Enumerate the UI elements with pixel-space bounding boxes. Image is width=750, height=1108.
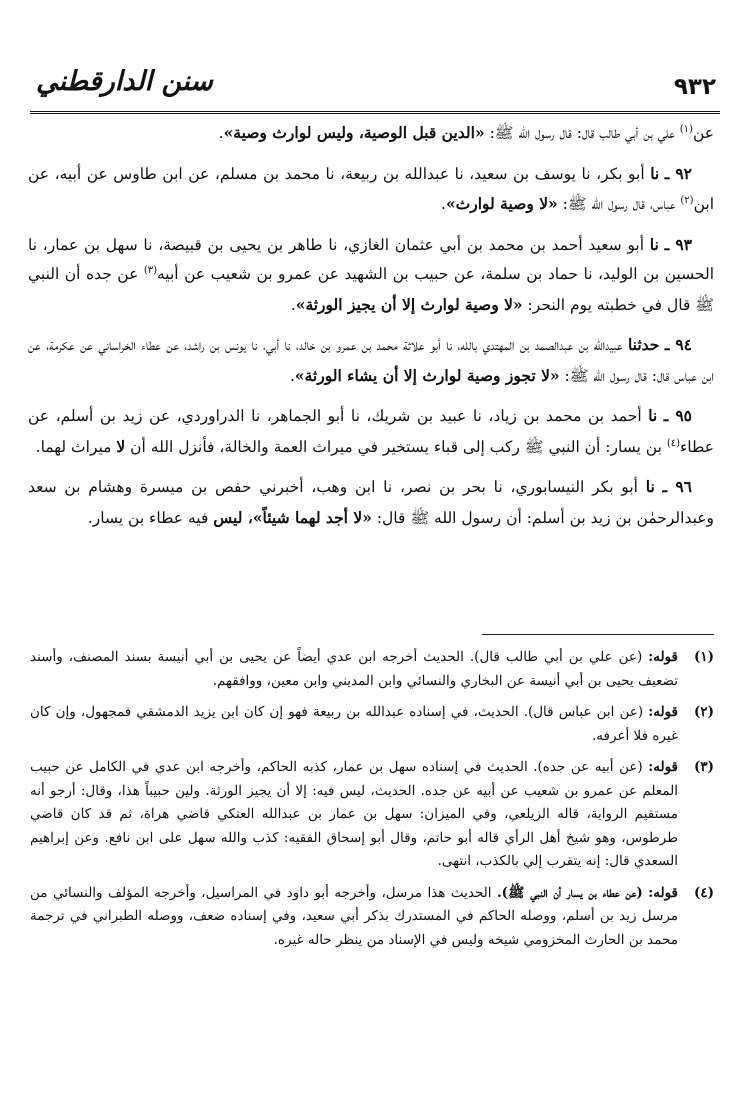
hadith-text-end: فيه عطاء بن يسار. bbox=[87, 508, 214, 527]
hadith-text: عن bbox=[692, 124, 714, 142]
hadith-paragraph bbox=[28, 230, 714, 321]
footnote-label: قوله: bbox=[648, 759, 678, 775]
hadith-text: أبو بكر، نا يوسف بن سعيد، نا عبدالله بن ربيعة، نا محمد بن مسلم، عن ابن طاوس عن أبيه، عن ابن bbox=[28, 164, 714, 213]
footnote-item bbox=[30, 646, 714, 693]
hadith-verb: نا bbox=[649, 234, 659, 254]
hadith-verb: نا bbox=[645, 477, 655, 496]
hadith-quote: لا bbox=[116, 436, 126, 456]
footnote-text bbox=[30, 882, 678, 953]
footnote-label: قوله: bbox=[648, 649, 678, 665]
hadith-number: ٩٢ ـ bbox=[664, 163, 692, 183]
book-title: سنن الدارقطني bbox=[36, 66, 213, 97]
hadith-quote: «لا تجوز وصية لوارث إلا أن يشاء الورثة» bbox=[294, 365, 560, 385]
hadith-paragraph bbox=[28, 401, 714, 462]
hadith-number: ٩٥ ـ bbox=[663, 406, 692, 425]
footnote-item bbox=[30, 882, 714, 953]
hadith-text: عن جده أن النبي ﷺ قال في خطبته يوم النحر: bbox=[28, 265, 714, 314]
footnote-marker[interactable]: (١) bbox=[679, 123, 693, 135]
footnote-marker[interactable]: (٤) bbox=[666, 437, 681, 449]
hadith-text-end: . bbox=[218, 124, 224, 142]
footnote-label: قوله: bbox=[648, 884, 678, 901]
footnote-body: (عن علي بن أبي طالب قال). الحديث أخرجه ابن عدي أيضاً عن يحيى بن أبي أنيسة بسند المصنف، وأسند تضعيف يحيى بن أبي أنيسة عن البخاري والنسائي وابن المديني وابن معين، ووافقهم. bbox=[30, 649, 678, 689]
hadith-quote: «لا وصية لوارث إلا أن يجيز الورثة» bbox=[295, 294, 523, 314]
hadith-text-end: . bbox=[441, 195, 446, 213]
footnote-text bbox=[30, 756, 678, 874]
hadith-text-end: . bbox=[289, 366, 295, 385]
footnote-bold-text: (عن عطاء بن يسار أن النبي ﷺ). bbox=[496, 884, 643, 901]
hadith-text-end: ميراث لهما. bbox=[35, 437, 117, 456]
hadith-text: أبو سعيد أحمد بن محمد بن أبي عثمان الغازي، نا طاهر بن يحيى بن قبيصة، نا سهل بن عمار، نا الحسين بن الوليد، نا حماد بن سلمة، عن حبيب بن الشهيد عن عمرو بن شعيب عن أبيه bbox=[28, 235, 714, 283]
footnote-item bbox=[30, 701, 714, 748]
footnote-marker[interactable]: (٣) bbox=[143, 264, 157, 276]
hadith-text: أحمد بن محمد بن زياد، نا عبيد بن شريك، نا أبو الجماهر، نا الدراوردي، عن زيد بن أسلم، عن عطاء bbox=[28, 407, 714, 456]
footnote-body: الحديث هذا مرسل، وأخرجه أبو داود في المراسيل، وأخرجه المؤلف والنسائي من مرسل زيد بن أسلم، ووصله الحاكم في المستدرك بذكر أبي سعيد، وفي إسناده ضعف، ووصله الطبراني في ترجمة محمد بن الحارث المخزومي شيخه وليس في الإسناد من ينظر حاله غيره. bbox=[30, 884, 678, 948]
footnote-item bbox=[30, 756, 714, 874]
hadith-quote: «لا وصية لوارث» bbox=[445, 194, 558, 213]
hadith-text: أبو بكر النيسابوري، نا بحر بن نصر، نا ابن وهب، أخبرني حفص بن ميسرة وهشام بن سعد وعبدالرحمٰن بن زيد بن أسلم: أن رسول الله ﷺ قال: bbox=[28, 478, 714, 527]
hadith-text: عبيدالله بن عبدالصمد بن المهتدي بالله، نا أبو علاثة محمد بن عمرو بن خالد، نا أبي، نا يونس بن راشد، عن عطاء الخراساني عن عكرمة، عن ابن عباس قال: قال رسول الله ﷺ: bbox=[28, 336, 714, 385]
footnote-body: (عن ابن عباس قال). الحديث، في إسناده عبدالله بن ربيعة فهو إن كان ابن يزيد الدمشقي فمجهول، وإن كان غيره فلا أعرفه. bbox=[30, 704, 678, 744]
hadith-paragraph bbox=[28, 472, 714, 533]
hadith-quote: «الدين قبل الوصية، وليس لوارث وصية» bbox=[223, 123, 485, 142]
hadith-verb: حدثنا bbox=[627, 335, 660, 354]
hadith-text: بن يسار: أن النبي ﷺ ركب إلى قباء يستخير في ميراث العمة والخالة، فأنزل الله أن bbox=[125, 437, 667, 456]
hadith-number: ٩٤ ـ bbox=[664, 335, 692, 354]
footnote-marker[interactable]: (٢) bbox=[680, 194, 694, 206]
page-number: ٩٣٢ bbox=[673, 74, 716, 100]
header-rule bbox=[30, 111, 720, 114]
footnote-number: (٢) bbox=[693, 704, 714, 720]
hadith-verb: نا bbox=[648, 406, 658, 425]
hadith-text: عباس، قال رسول الله ﷺ: bbox=[557, 195, 681, 213]
hadith-paragraph bbox=[28, 118, 714, 149]
footnote-label: قوله: bbox=[648, 704, 678, 720]
hadith-verb: نا bbox=[650, 163, 660, 183]
page-header bbox=[30, 62, 720, 112]
footnote-text bbox=[30, 646, 678, 693]
hadith-paragraph bbox=[28, 159, 714, 220]
hadith-number: ٩٦ ـ bbox=[662, 477, 692, 496]
footnotes-section bbox=[30, 646, 714, 960]
hadith-text-end: . bbox=[290, 295, 296, 314]
footnote-separator bbox=[482, 634, 714, 635]
footnote-number: (٣) bbox=[693, 759, 714, 775]
footnote-number: (١) bbox=[693, 649, 714, 665]
hadith-paragraph bbox=[28, 330, 714, 391]
main-text bbox=[28, 118, 714, 543]
footnote-text bbox=[30, 701, 678, 748]
footnote-number: (٤) bbox=[693, 884, 714, 901]
hadith-number: ٩٣ ـ bbox=[664, 234, 692, 254]
hadith-quote: «لا أجد لهما شيئاً»، ليس bbox=[213, 507, 372, 527]
footnote-body: (عن أبيه عن جده). الحديث في إسناده سهل بن عمار، كذبه الحاكم، وأخرجه ابن عدي في الكامل عن حبيب المعلم عن عمرو بن شعيب عن أبيه عن جده. الحديث، ليس فيه: إلا أن يجيز الورثة. ولين حبيباً هذا، وقال: أرجو أنه مستقيم الرواية، قاله الزيلعي، وفي الميزان: سهل بن عمار بن عبدالله العتكي قاضي هراة، ثم قد كان قاضي طرطوس، وهو شيخ أهل الرأي قاله أبو حاتم، وقال أبو إسحاق الفقيه: كذب والله سهل على ابن نافع. وعن إبراهيم السعدي قال: إنه يتقرب إلي بالكذب، انتهى. bbox=[30, 759, 678, 869]
hadith-text: علي بن أبي طالب قال: قال رسول الله ﷺ: bbox=[484, 124, 680, 142]
